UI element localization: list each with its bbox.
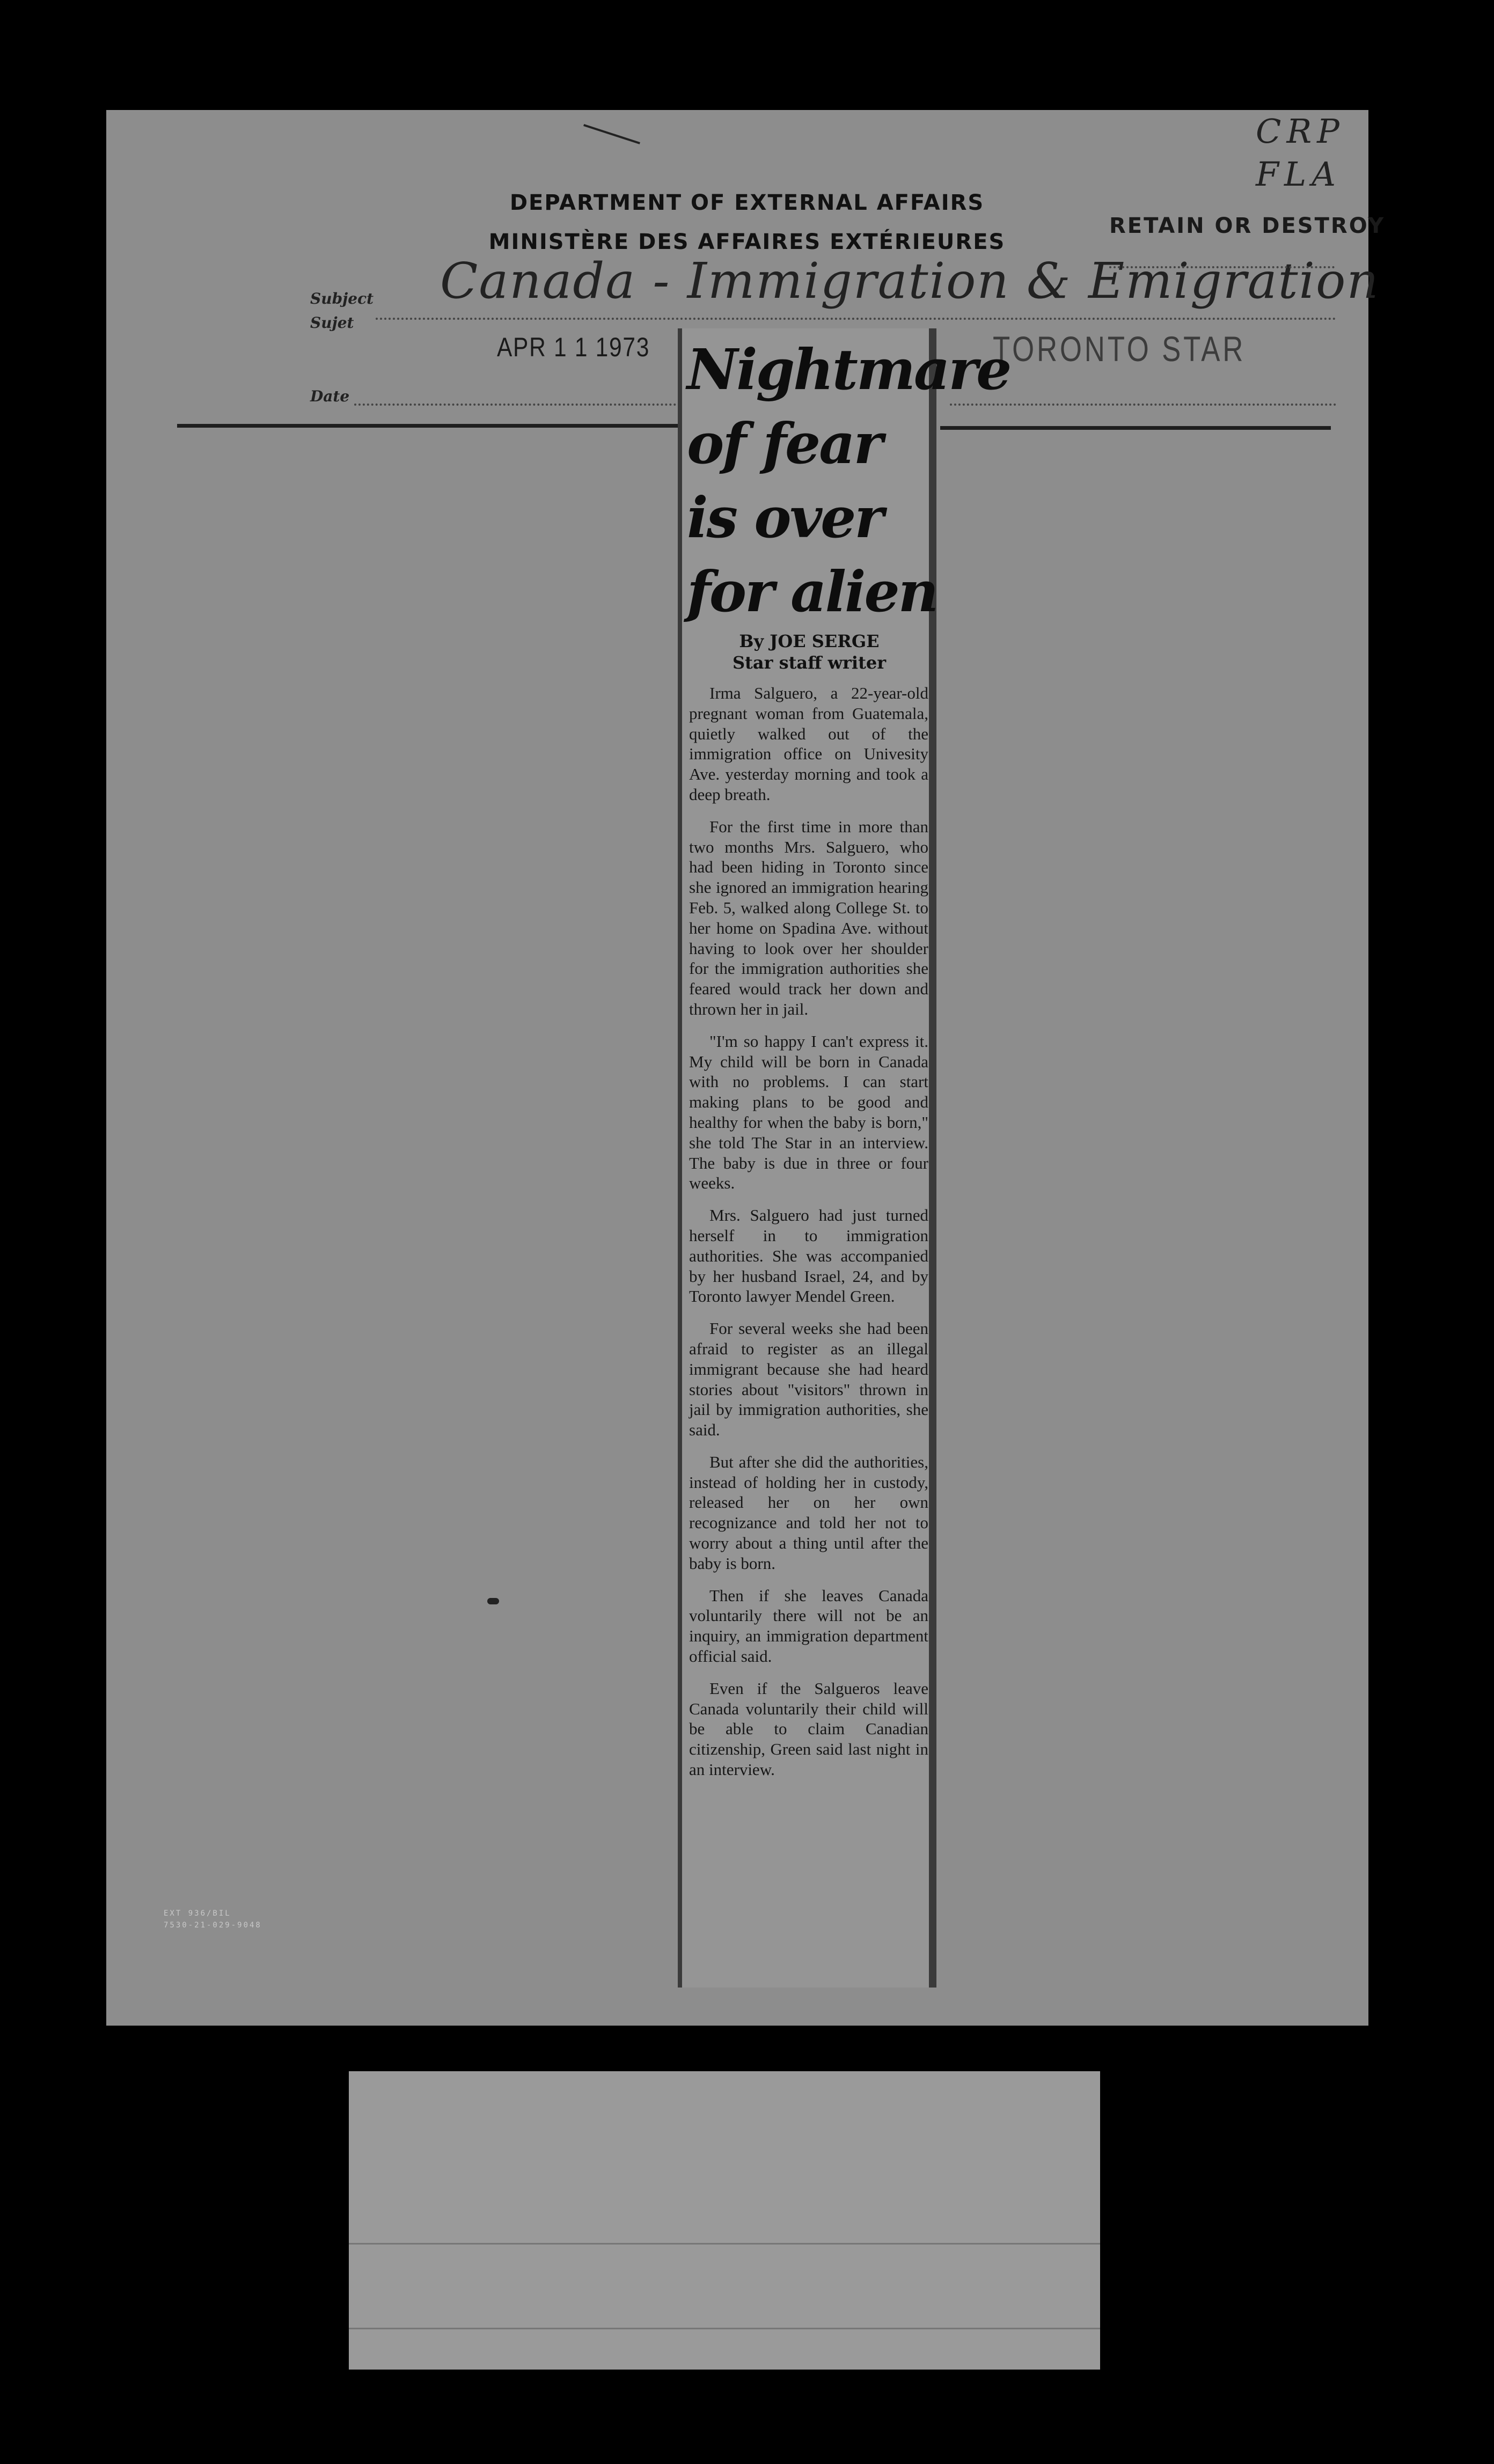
sujet-label: Sujet [310,314,354,332]
newspaper-stamp: TORONTO STAR [993,329,1246,369]
clipping-byline [691,630,927,673]
subject-handwritten-entry: Canada - Immigration & Emigration [440,252,1380,310]
article-paragraph: But after she did the authorities, instead of holding her in custody, released her on her own recognizance and told her not to worry about a thing until after the baby is born. [689,1452,928,1573]
article-paragraph: Irma Salguero, a 22-year-old pregnant woman from Guatemala, quietly walked out of the immigration office on Univesity Ave. yesterday morning and took a deep breath. [689,684,928,804]
handwritten-initials [1256,110,1345,196]
retain-or-destroy-label: RETAIN OR DESTROY [1109,214,1386,238]
retain-dotted-line [1109,266,1335,268]
form-rule-left [177,424,679,428]
article-paragraph: Then if she leaves Canada voluntarily there will not be an inquiry, an immigration department official said. [689,1586,928,1666]
initials-line-1: CRP [1256,112,1345,151]
article-paragraph: "I'm so happy I can't express it. My child will be born in Canada with no problems. I can start making plans to be good and healthy for when the baby is born," she told The Star in an interview. The baby is due in three or four weeks. [689,1031,928,1193]
headline-line-3: is over [687,485,883,551]
subject-label: Subject [310,290,374,307]
date-stamp: APR 1 1 1973 [497,332,650,362]
headline-line-1: Nightmare [687,336,1010,402]
ink-blot-mark [487,1598,499,1604]
department-title-fr: MINISTÈRE DES AFFAIRES EXTÉRIEURES [488,230,1006,254]
clipping-headline [687,333,1010,629]
headline-line-4: for alien [687,559,938,625]
card-rule [349,2243,1100,2245]
byline-role: Star staff writer [732,652,887,673]
clipping-article-body [689,683,928,1792]
date-dotted-line-left [354,404,676,406]
form-code-line-1: EXT 936/BIL [164,1909,231,1918]
subject-dotted-line [376,318,1336,320]
article-paragraph: Even if the Salgueros leave Canada voluntarily their child will be able to claim Canadian citizenship, Green said last night in an interview. [689,1678,928,1779]
form-rule-right [940,426,1331,430]
card-rule [349,2328,1100,2329]
initials-line-2: FLA [1256,155,1341,194]
date-dotted-line-right [950,404,1336,406]
article-paragraph: Mrs. Salguero had just turned herself in to immigration authorities. She was accompanied by her husband Israel, 24, and by Toronto lawyer Mendel Green. [689,1206,928,1306]
byline-author: By JOE SERGE [739,631,880,651]
date-label: Date [310,387,350,405]
headline-line-2: of fear [687,410,882,476]
form-code [164,1908,262,1931]
article-paragraph: For several weeks she had been afraid to register as an illegal immigrant because she had heard stories about "visitors" thrown in jail by immigration authorities, she said. [689,1319,928,1440]
department-title-en: DEPARTMENT OF EXTERNAL AFFAIRS [509,190,985,215]
blank-index-card [349,2071,1100,2370]
article-paragraph: For the first time in more than two months Mrs. Salguero, who had been hiding in Toronto since she ignored an immigration hearing Feb. 5, walked along College St. to her home on Spadina Ave. without having to look over her shoulder for the immigration authorities she feared would track her down and thrown her in jail. [689,817,928,1018]
form-code-line-2: 7530-21-029-9048 [164,1921,262,1930]
